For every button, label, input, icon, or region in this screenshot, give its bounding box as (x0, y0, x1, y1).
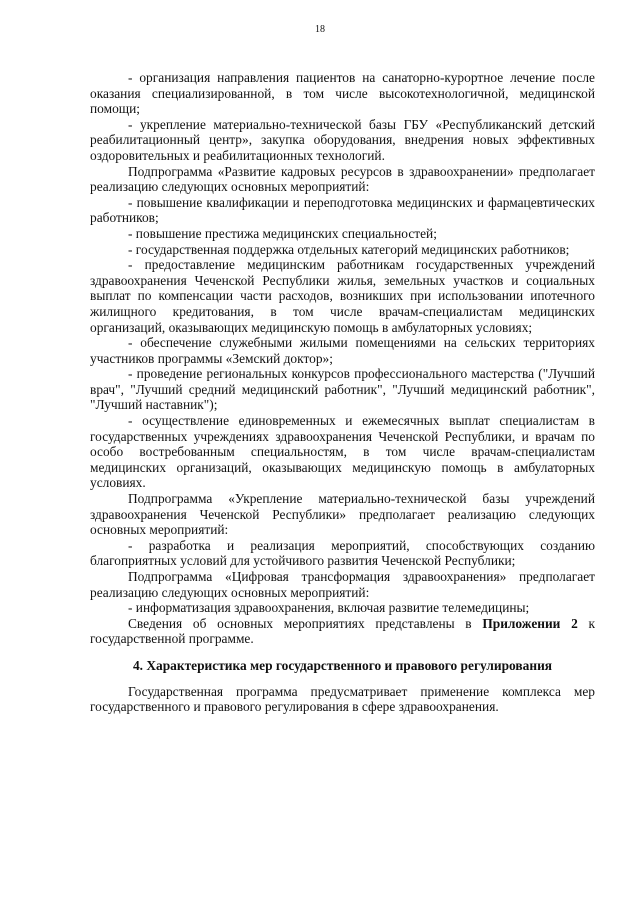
paragraph-subprogram-material-base: Подпрограмма «Укрепление материально-технической базы учреждений здравоохранения Чеченской Республики» предполагает реализацию следующих основных мероприятий: (90, 491, 595, 538)
paragraph-zemsky-doctor: - обеспечение служебными жилыми помещениями на сельских территориях участников программы «Земский доктор»; (90, 335, 595, 366)
paragraph-informatization: - информатизация здравоохранения, включая развитие телемедицины; (128, 600, 530, 616)
page-number: 18 (315, 24, 325, 35)
paragraph-prestige: - повышение престижа медицинских специальностей; (128, 225, 437, 241)
paragraph-final: Государственная программа предусматривает применение комплекса мер государственного и правового регулирования в сфере здравоохранения. (90, 683, 595, 715)
paragraph-development: - разработка и реализация мероприятий, способствующих созданию благоприятных условий для устойчивого развития Чеченской Республики; (90, 537, 595, 569)
paragraph-payments: - осуществление единовременных и ежемесячных выплат специалистам в государственных учреждениях здравоохранения Чеченской Республики, и врачам по особо востребованным специальностям, в том числе врачам-специалистам медицинских организаций, оказывающих медицинскую помощь в амбулаторных условиях. (90, 413, 595, 491)
section-heading: 4. Характеристика мер государственного и правового регулирования (132, 657, 553, 673)
paragraph-qualification: - повышение квалификации и переподготовка медицинских и фармацевтических работников; (90, 194, 595, 226)
paragraph-sanatorium: - организация направления пациентов на санаторно-курортное лечение после оказания специализированной, в том числе высокотехнологичной, медицинской помощи; (90, 70, 595, 117)
paragraph-contests: - проведение региональных конкурсов профессионального мастерства ("Лучший врач", "Лучший средний медицинский работник", "Лучший медицинский работник", "Лучший наставник"); (90, 366, 595, 413)
paragraph-state-support: - государственная поддержка отдельных категорий медицинских работников; (128, 241, 570, 257)
paragraph-summary (90, 616, 595, 647)
paragraph-housing: - предоставление медицинским работникам государственных учреждений здравоохранения Чеченской Республики жилья, земельных участков и социальных выплат по компенсации части расходов, возникших при использовании ипотечного жилищного кредитования, в том числе врачам-специалистам медицинских организаций, оказывающих медицинскую помощь в амбулаторных условиях; (90, 257, 595, 335)
paragraph-subprogram-personnel: Подпрограмма «Развитие кадровых ресурсов в здравоохранении» предполагает реализацию следующих основных мероприятий: (90, 163, 595, 195)
summary-appendix-reference: Приложении 2 (482, 615, 578, 631)
paragraph-subprogram-digital: Подпрограмма «Цифровая трансформация здравоохранения» предполагает реализацию следующих основных мероприятий: (90, 569, 595, 600)
body-text (90, 70, 595, 715)
summary-text-after: к государственной программе. (90, 615, 595, 647)
summary-text-before: Сведения об основных мероприятиях представлены в (128, 615, 483, 631)
paragraph-rehab-center: - укрепление материально-технической базы ГБУ «Республиканский детский реабилитационный центр», закупка оборудования, внедрения новых эффективных оздоровительных и реабилитационных технологий. (90, 116, 595, 163)
